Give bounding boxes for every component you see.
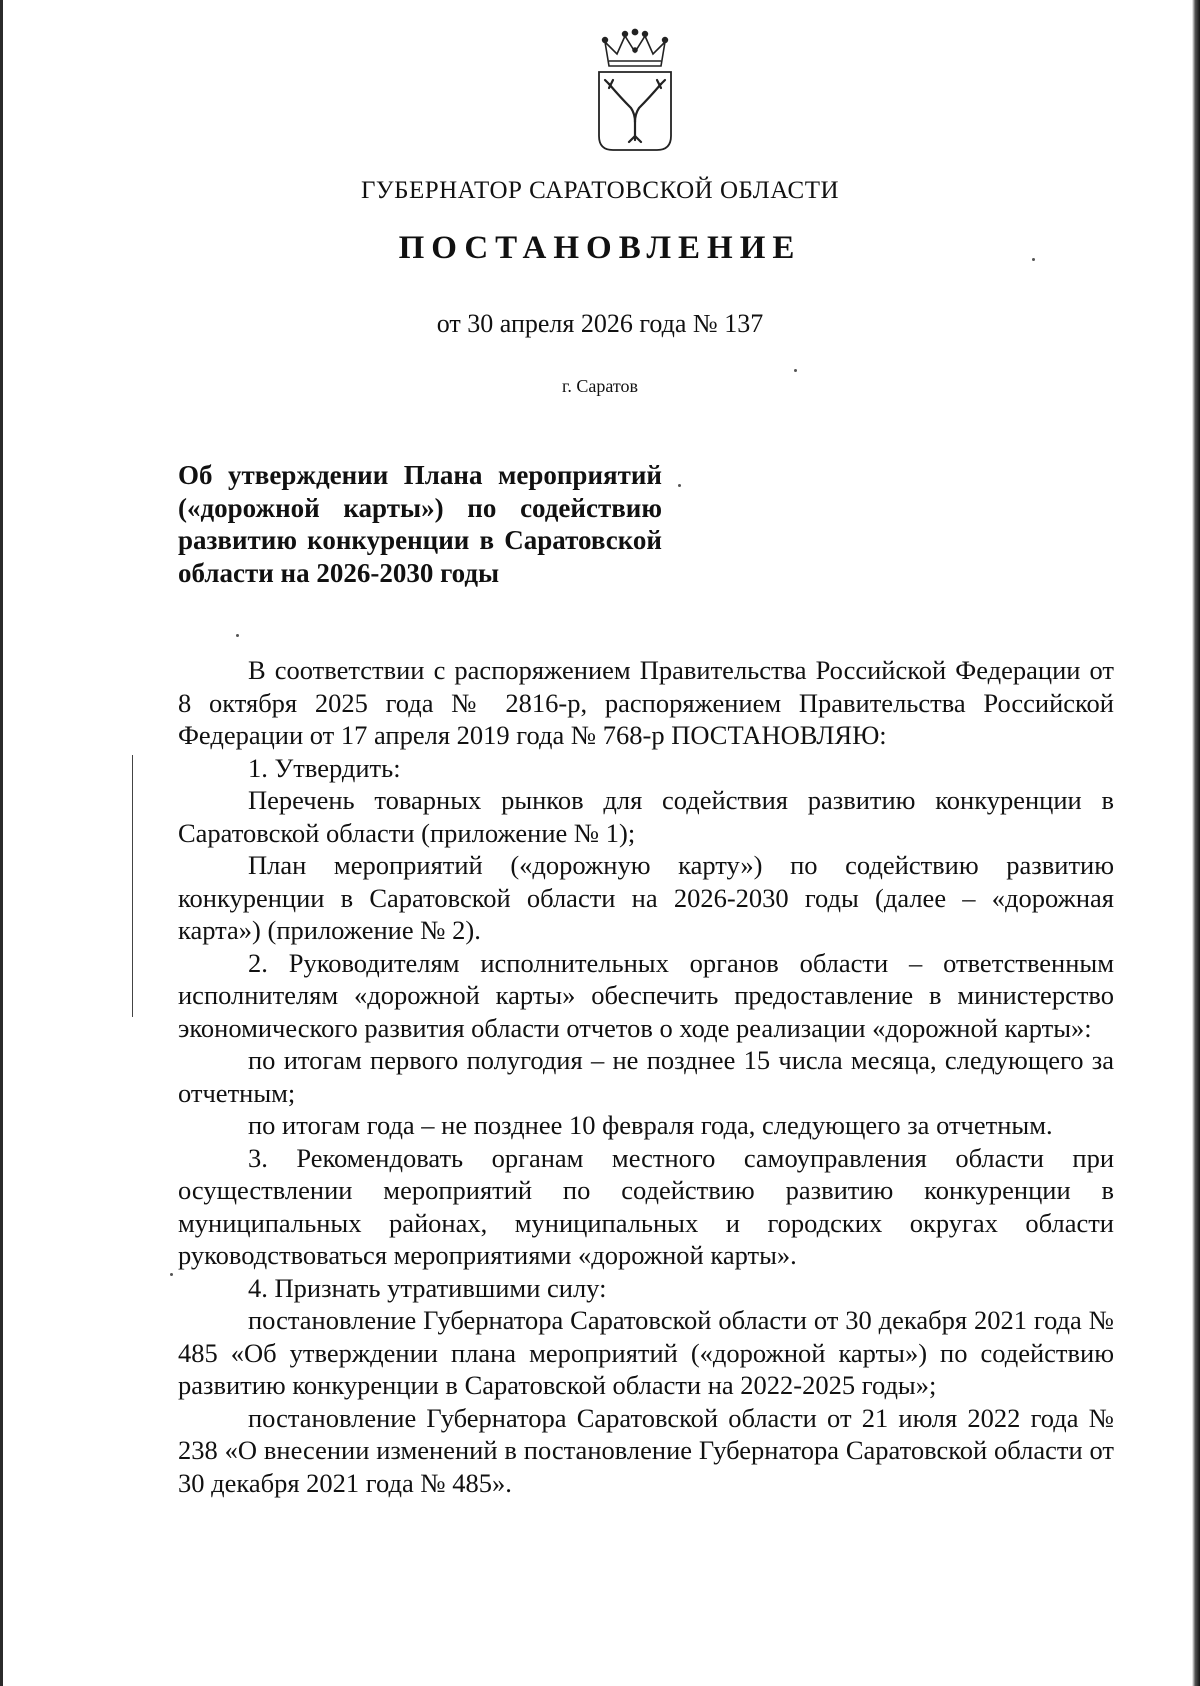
scan-speck xyxy=(794,369,797,372)
subject-line: («дорожной карты») по содействию xyxy=(178,492,662,523)
body-paragraph: 4. Признать утратившими силу: xyxy=(248,1272,607,1303)
document-type: ПОСТАНОВЛЕНИЕ xyxy=(398,230,802,266)
body-paragraph: по итогам первого полугодия – не позднее 15 числа месяца, следующего за отчетным; xyxy=(178,1045,1114,1108)
scan-speck xyxy=(236,634,239,637)
subject-line: Об утверждении Плана мероприятий xyxy=(178,460,662,490)
subject-line: развитию конкуренции в Саратовской xyxy=(178,525,662,555)
document-date-number: от 30 апреля 2026 года № 137 xyxy=(436,309,764,338)
body-paragraph: 2. Руководителям исполнительных органов области – ответственным исполнителям «дорожной карты» обеспечить предоставление в министерство экономического развития области отчетов о ходе реализации «дорожной карты»: xyxy=(178,947,1114,1043)
document-body xyxy=(178,654,1114,1499)
saratov-coat-of-arms-icon xyxy=(595,28,675,153)
document-place: г. Саратов xyxy=(562,376,638,396)
body-paragraph: В соответствии с распоряжением Правительства Российской Федерации от 8 октября 2025 года № 2816-р, распоряжением Правительства Российской Федерации от 17 апреля 2019 года № 768-р ПОСТАНОВЛЯЮ: xyxy=(178,655,1114,750)
body-paragraph: 3. Рекомендовать органам местного самоуправления области при осуществлении мероприятий по содействию развитию конкуренции в муниципальных районах, муниципальных и городских округах области руководствоваться мероприятиями «дорожной карты». xyxy=(178,1142,1114,1270)
body-paragraph: постановление Губернатора Саратовской области от 30 декабря 2021 года № 485 «Об утверждении плана мероприятий («дорожной карты») по содействию развитию конкуренции в Саратовской области на 2022-2025 годы»; xyxy=(178,1305,1114,1400)
body-paragraph: Перечень товарных рынков для содействия развитию конкуренции в Саратовской области (приложение № 1); xyxy=(178,785,1114,848)
body-paragraph: 1. Утвердить: xyxy=(248,752,401,783)
issuing-authority: ГУБЕРНАТОР САРАТОВСКОЙ ОБЛАСТИ xyxy=(360,177,840,204)
scan-speck xyxy=(170,1273,173,1276)
scan-speck xyxy=(1032,258,1035,261)
body-paragraph: постановление Губернатора Саратовской области от 21 июля 2022 года № 238 «О внесении изменений в постановление Губернатора Саратовской области от 30 декабря 2021 года № 485». xyxy=(178,1402,1114,1498)
body-paragraph: План мероприятий («дорожную карту») по содействию развитию конкуренции в Саратовской области на 2026-2030 годы (далее – «дорожная карта») (приложение № 2). xyxy=(178,850,1114,945)
scan-speck xyxy=(678,484,681,487)
body-paragraph: по итогам года – не позднее 10 февраля года, следующего за отчетным. xyxy=(248,1110,1053,1140)
document-subject xyxy=(178,459,662,589)
scan-margin-mark xyxy=(132,755,133,1017)
subject-line: области на 2026-2030 годы xyxy=(178,557,500,588)
